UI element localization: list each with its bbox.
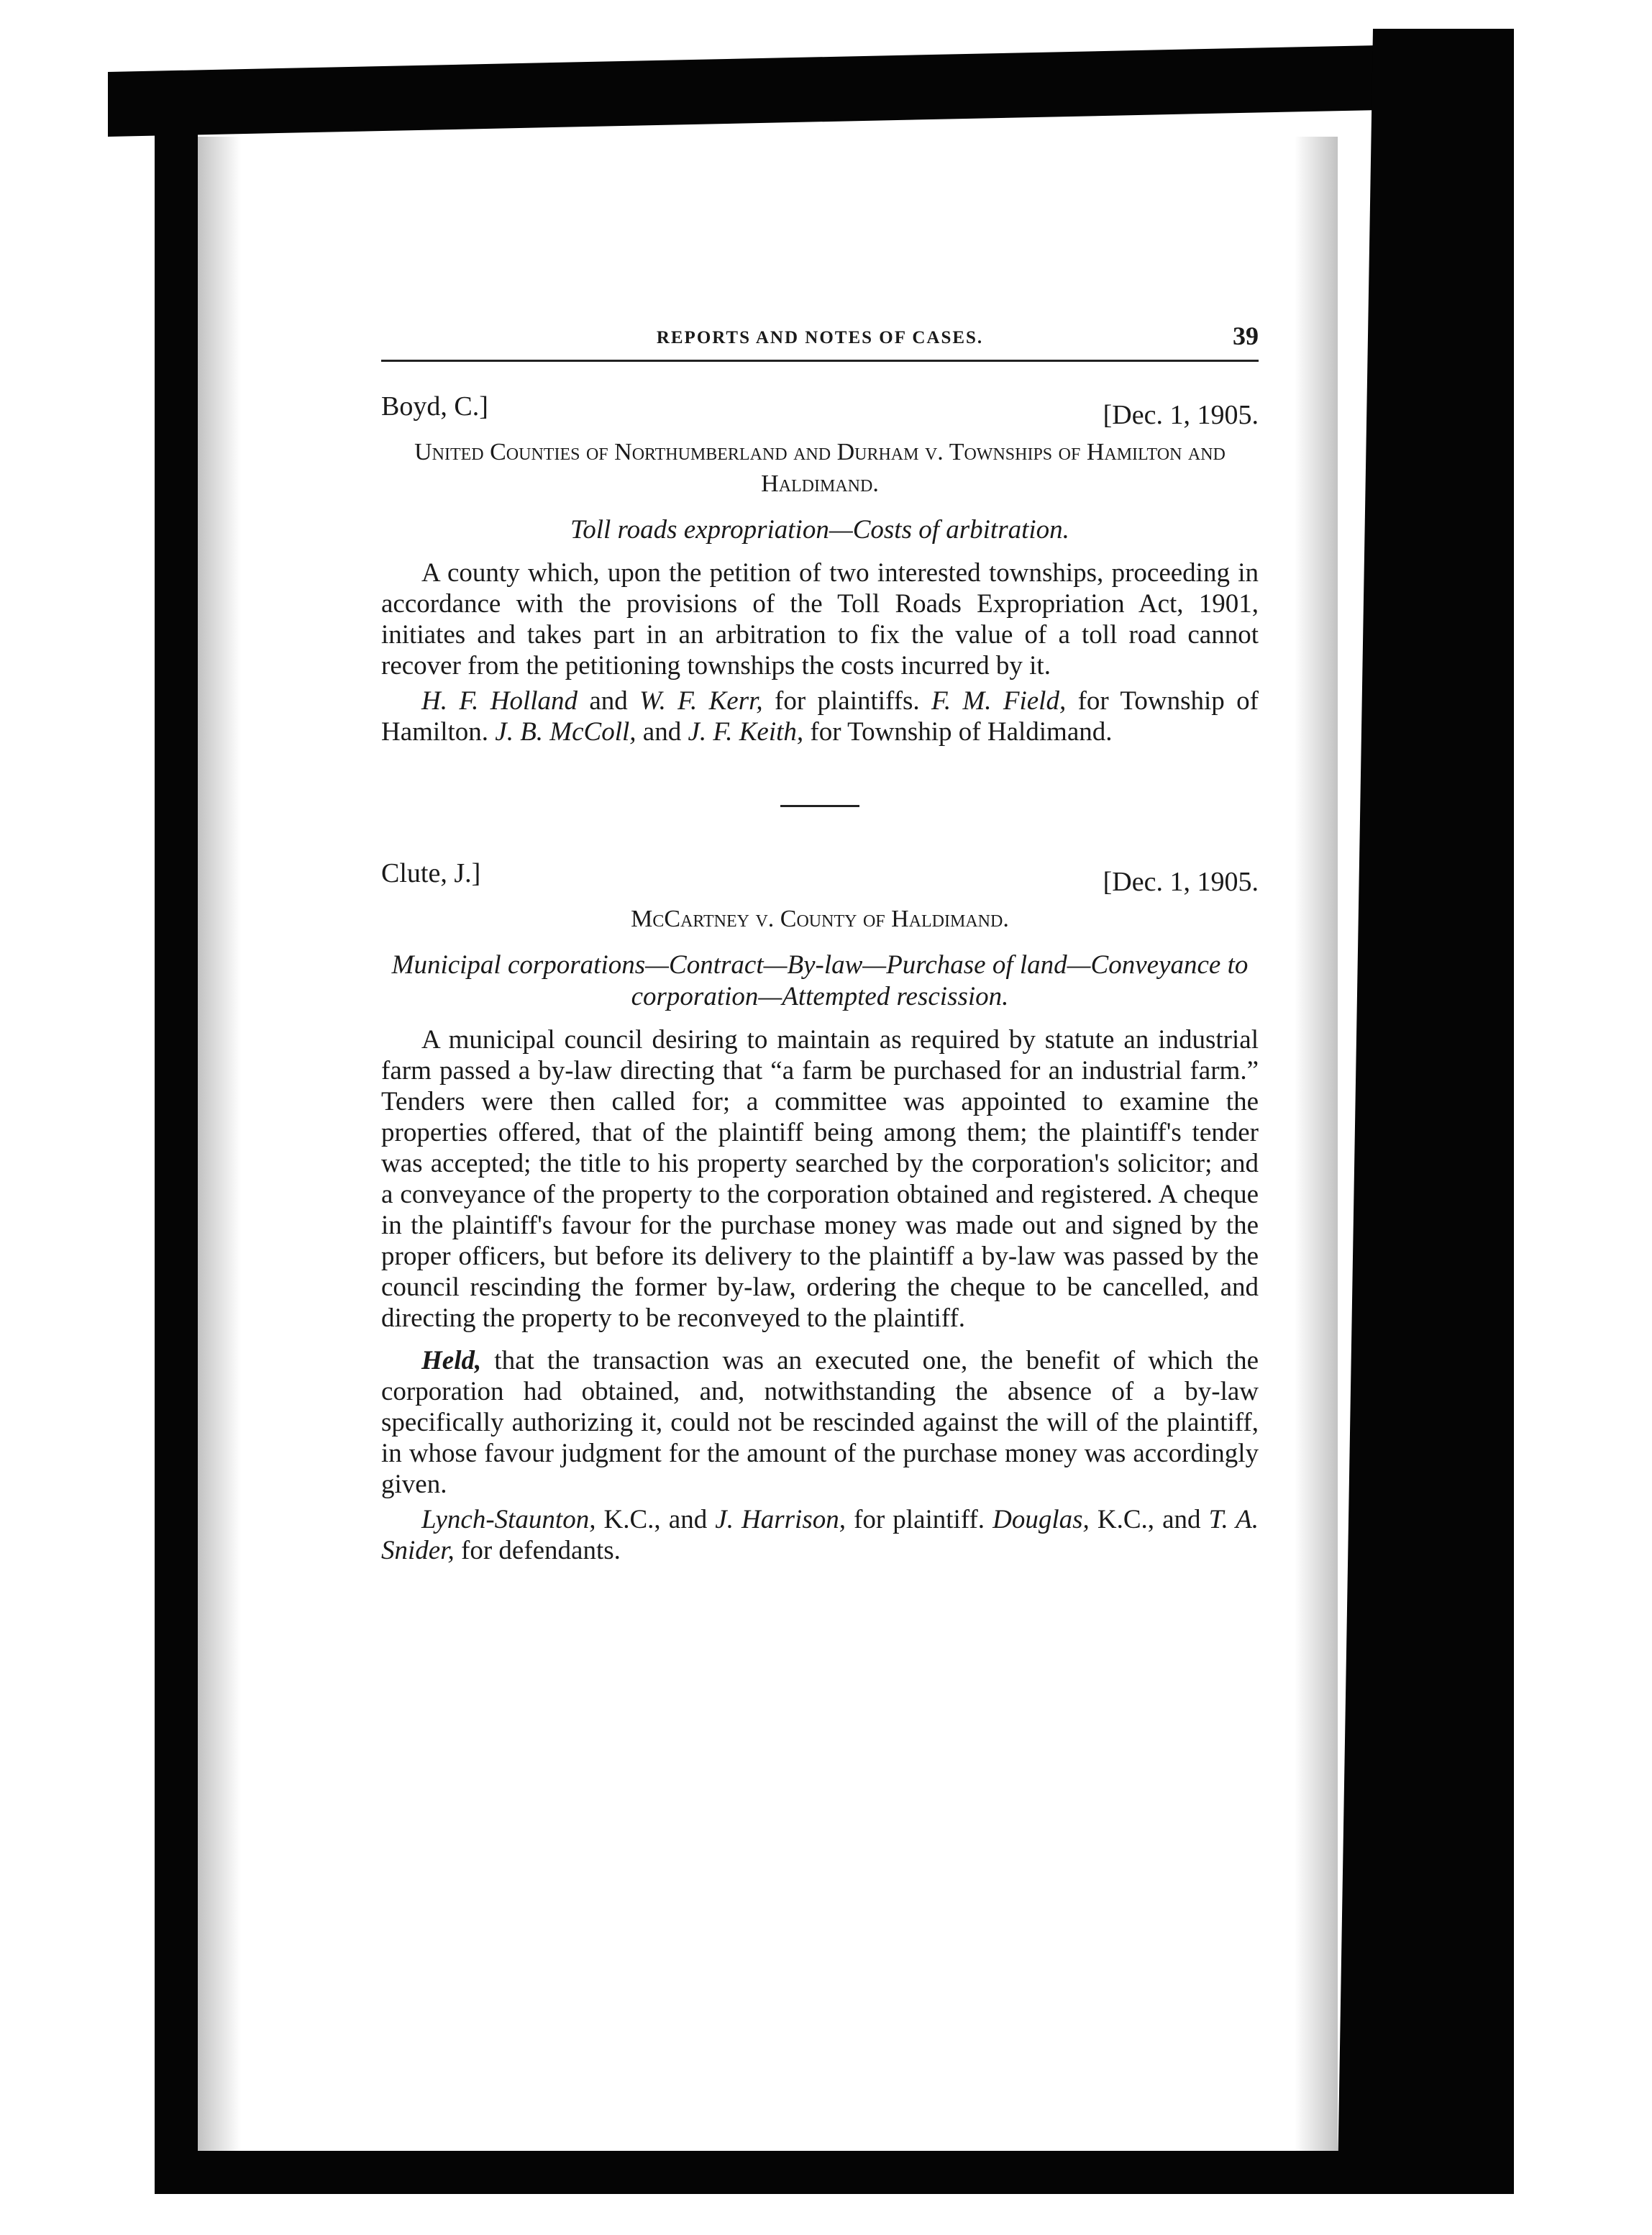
scan-border-right <box>1338 29 1514 2180</box>
counsel-text: for Township of Hamilton. <box>381 686 1259 747</box>
counsel-text: for plaintiffs. <box>762 686 932 716</box>
counsel-line <box>381 686 1259 747</box>
decision-date: [Dec. 1, 1905. <box>1103 400 1259 430</box>
case-entry <box>381 857 1259 1566</box>
judge: Boyd, C.] <box>381 391 488 422</box>
document-page <box>381 317 1259 1566</box>
counsel-name: J. F. Keith, <box>688 717 804 747</box>
held-word: Held, <box>421 1346 482 1375</box>
counsel-name: J. B. McColl, <box>495 717 636 747</box>
counsel-name: Douglas, <box>992 1505 1090 1534</box>
counsel-text: for defendants. <box>454 1536 621 1565</box>
held-paragraph <box>381 1345 1259 1500</box>
case-title: United Counties of Northumberland and Durham v. Townships of Hamilton and Haldimand. <box>414 439 1226 497</box>
page-number: 39 <box>1233 322 1259 350</box>
scan-shadow-left <box>198 137 241 2151</box>
counsel-name: Lynch-Staunton, <box>421 1505 596 1534</box>
held-text: that the transaction was an executed one, the benefit of which the corporation had obtained, and, notwithstanding the absence of a by-law specifically authorizing it, could not be rescinded against the will of the plaintiff, in whose favour judgment for the amount of the purchase money was accordingly given. <box>381 1346 1259 1499</box>
headnote-paragraph: A county which, upon the petition of two interested townships, proceeding in accordance with the provisions of the Toll Roads Expropriation Act, 1901, initiates and takes part in an arbitration to fix the value of a toll road cannot recover from the petitioning townships the costs incurred by it. <box>381 558 1259 680</box>
scan-border-bottom <box>155 2151 1514 2194</box>
counsel-text: and <box>636 717 688 747</box>
counsel-name: J. Harrison, <box>715 1505 846 1534</box>
counsel-name: T. A. Snider, <box>381 1505 1259 1565</box>
case-subject: Municipal corporations—Contract—By-law—Purchase of land—Conveyance to corporation—Attempted rescission. <box>391 950 1249 1011</box>
counsel-text: for plaintiff. <box>845 1505 993 1534</box>
case-subject: Toll roads expropriation—Costs of arbitration. <box>570 515 1069 545</box>
counsel-text: K.C., and <box>595 1505 716 1534</box>
counsel-name: H. F. Holland <box>421 686 578 716</box>
case-separator <box>780 805 859 807</box>
judge-line <box>381 391 1259 431</box>
running-header <box>381 317 1259 362</box>
counsel-name: F. M. Field, <box>931 686 1067 716</box>
judge-line <box>381 857 1259 898</box>
judge: Clute, J.] <box>381 858 481 888</box>
scan-border-top <box>108 42 1510 137</box>
scan-shadow-right <box>1295 137 1338 2151</box>
running-title: REPORTS AND NOTES OF CASES. <box>656 328 984 347</box>
counsel-line <box>381 1504 1259 1566</box>
case-title: McCartney v. County of Haldimand. <box>631 906 1009 932</box>
case-entry <box>381 391 1259 747</box>
scan-border-left <box>155 115 198 2187</box>
counsel-name: W. F. Kerr, <box>639 686 763 716</box>
counsel-text: for Township of Haldimand. <box>803 717 1113 747</box>
decision-date: [Dec. 1, 1905. <box>1103 867 1259 897</box>
headnote-paragraph: A municipal council desiring to maintain as required by statute an industrial farm passed a by-law directing that “a farm be purchased for an industrial farm.” Tenders were then called for; a committee was appointed to examine the properties offered, that of the plaintiff being among them; the plaintiff's tender was accepted; the title to his property searched by the corporation's solicitor; and a conveyance of the property to the corporation obtained and registered. A cheque in the plaintiff's favour for the purchase money was made out and signed by the proper officers, but before its delivery to the plaintiff a by-law was passed by the council rescinding the former by-law, ordering the cheque to be cancelled, and directing the property to be reconveyed to the plaintiff. <box>381 1025 1259 1333</box>
counsel-text: and <box>578 686 640 716</box>
counsel-text: K.C., and <box>1089 1505 1209 1534</box>
